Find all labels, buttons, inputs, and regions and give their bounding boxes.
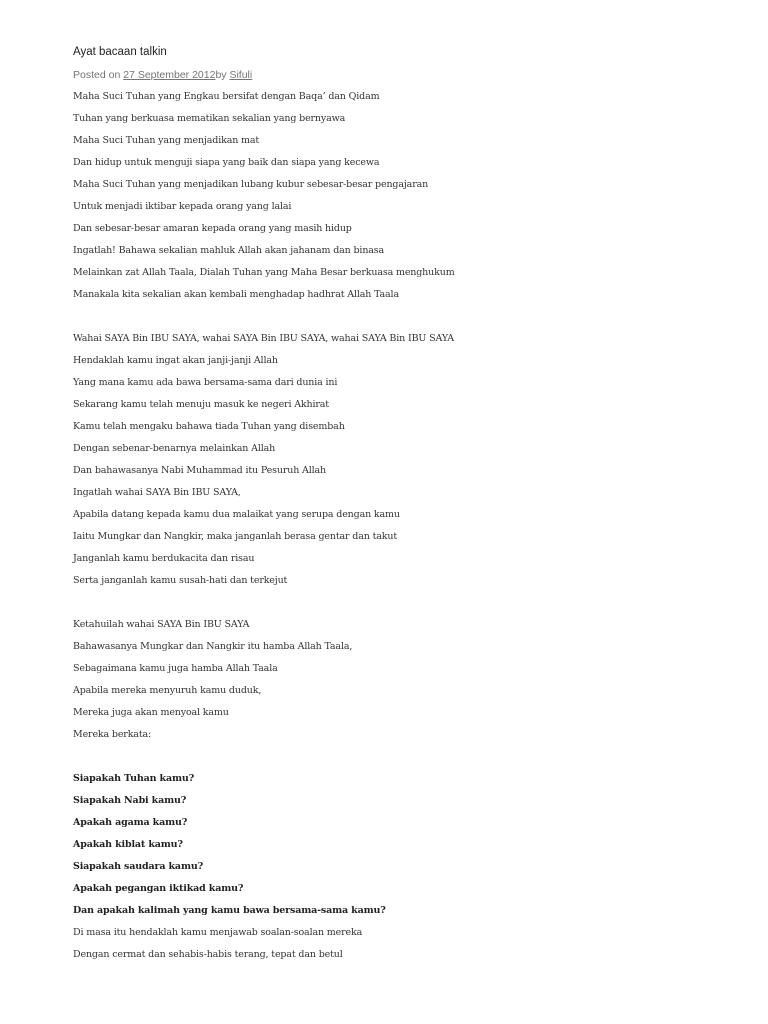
verse-line: Melainkan zat Allah Taala, Dialah Tuhan yang Maha Besar berkuasa menghukum: [73, 267, 455, 278]
verse-line: Maha Suci Tuhan yang menjadikan lubang kubur sebesar-besar pengajaran: [73, 179, 429, 190]
post-byline: [73, 68, 713, 82]
verse-line: Hendaklah kamu ingat akan janji-janji Allah: [73, 355, 278, 366]
verse-line: Iaitu Mungkar dan Nangkir, maka janganlah berasa gentar dan takut: [73, 531, 398, 542]
verse-line: Mereka juga akan menyoal kamu: [73, 707, 229, 718]
verse-line: Dengan cermat dan sehabis-habis terang, tepat dan betul: [73, 949, 343, 960]
question-line: Siapakah Tuhan kamu?: [73, 773, 195, 784]
verse-line: Maha Suci Tuhan yang Engkau bersifat dengan Baqa’ dan Qidam: [73, 91, 380, 102]
verse-line: Untuk menjadi iktibar kepada orang yang lalai: [73, 201, 292, 212]
posted-on-label: Posted on: [73, 69, 121, 81]
verse-line: Janganlah kamu berdukacita dan risau: [73, 553, 255, 564]
verse-line: Yang mana kamu ada bawa bersama-sama dari dunia ini: [73, 377, 338, 388]
verse-line: Manakala kita sekalian akan kembali menghadap hadhrat Allah Taala: [73, 289, 399, 300]
verse-line: Tuhan yang berkuasa mematikan sekalian yang bernyawa: [73, 113, 346, 124]
stanza: [73, 614, 713, 746]
question-line: Apakah agama kamu?: [73, 817, 188, 828]
verse-line: Serta janganlah kamu susah-hati dan terkejut: [73, 575, 288, 586]
stanza: [73, 768, 713, 966]
author-link[interactable]: Sifuli: [229, 69, 253, 81]
question-line: Siapakah saudara kamu?: [73, 861, 204, 872]
question-line: Siapakah Nabi kamu?: [73, 795, 187, 806]
verse-line: Ingatlah wahai SAYA Bin IBU SAYA,: [73, 487, 241, 498]
post-content: [73, 86, 713, 966]
verse-line: Maha Suci Tuhan yang menjadikan mat: [73, 135, 260, 146]
verse-line: Sebagaimana kamu juga hamba Allah Taala: [73, 663, 278, 674]
stanza: [73, 328, 713, 592]
question-line: Apakah pegangan iktikad kamu?: [73, 883, 244, 894]
verse-line: Mereka berkata:: [73, 729, 152, 740]
post-date-link[interactable]: 27 September 2012: [123, 69, 216, 81]
verse-line: Dan sebesar-besar amaran kepada orang yang masih hidup: [73, 223, 352, 234]
article: [73, 44, 713, 966]
verse-line: Dengan sebenar-benarnya melainkan Allah: [73, 443, 276, 454]
verse-line: Sekarang kamu telah menuju masuk ke negeri Akhirat: [73, 399, 329, 410]
verse-line: Kamu telah mengaku bahawa tiada Tuhan yang disembah: [73, 421, 345, 432]
stanza: [73, 86, 713, 306]
verse-line: Ketahuilah wahai SAYA Bin IBU SAYA: [73, 619, 250, 630]
verse-line: Apabila mereka menyuruh kamu duduk,: [73, 685, 262, 696]
question-line: Apakah kiblat kamu?: [73, 839, 183, 850]
verse-line: Di masa itu hendaklah kamu menjawab soalan-soalan mereka: [73, 927, 363, 938]
question-line: Dan apakah kalimah yang kamu bawa bersama-sama kamu?: [73, 905, 386, 916]
verse-line: Bahawasanya Mungkar dan Nangkir itu hamba Allah Taala,: [73, 641, 353, 652]
verse-line: Wahai SAYA Bin IBU SAYA, wahai SAYA Bin IBU SAYA, wahai SAYA Bin IBU SAYA: [73, 333, 454, 344]
verse-line: Dan bahawasanya Nabi Muhammad itu Pesuruh Allah: [73, 465, 327, 476]
verse-line: Ingatlah! Bahawa sekalian mahluk Allah akan jahanam dan binasa: [73, 245, 385, 256]
verse-line: Dan hidup untuk menguji siapa yang baik dan siapa yang kecewa: [73, 157, 380, 168]
verse-line: Apabila datang kepada kamu dua malaikat yang serupa dengan kamu: [73, 509, 400, 520]
by-label: by: [215, 69, 227, 81]
post-title: Ayat bacaan talkin: [73, 46, 167, 58]
